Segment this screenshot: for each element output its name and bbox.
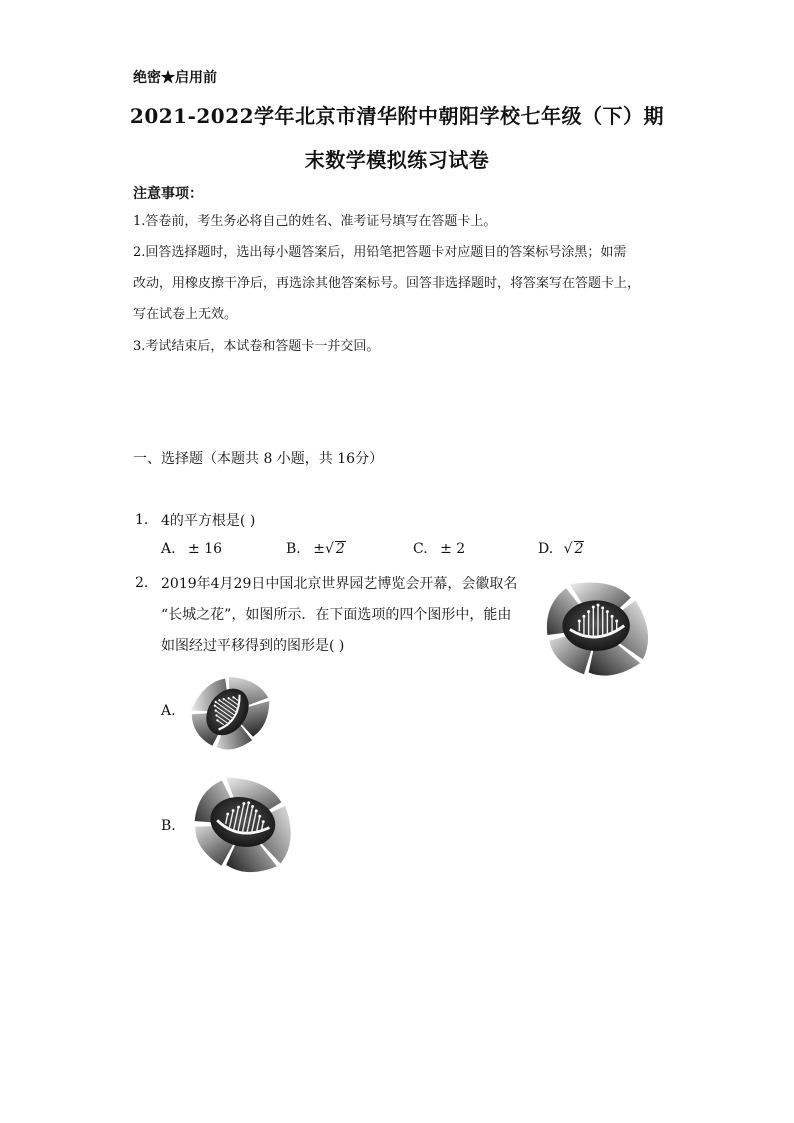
q1-text: 4的平方根是( ) — [161, 513, 256, 529]
q2-line-1: 2019年4月29日中国北京世界园艺博览会开幕，会徽取名 — [161, 576, 518, 592]
q1-option-b — [286, 541, 346, 557]
section-heading: 一、选择题（本题共 8 小题，共 16分） — [133, 451, 384, 467]
q2-line-2: “长城之花”，如图所示．在下面选项的四个图形中，能由 — [161, 607, 512, 623]
page-title-line-1: 2021-2022学年北京市清华附中朝阳学校七年级（下）期 — [129, 104, 665, 128]
option-a-emblem-icon — [185, 667, 275, 757]
secret-label: 绝密★启用前 — [133, 70, 217, 86]
q2-option-a-letter: A. — [161, 703, 176, 719]
page-title-line-2: 末数学模拟练习试卷 — [304, 148, 490, 172]
notice-heading: 注意事项： — [133, 186, 203, 202]
q1-option-b-radicand: 2 — [335, 541, 345, 557]
notice-item-2-cont: 改动，用橡皮擦干净后，再选涂其他答案标号。回答非选择题时，将答案写在答题卡上， — [133, 276, 641, 291]
option-b-emblem-icon — [185, 773, 303, 877]
q1-option-b-prefix: ± — [313, 541, 325, 557]
q1-option-d-letter: D. — [538, 541, 554, 557]
q2-number: 2. — [135, 575, 149, 591]
sqrt-icon: √ — [563, 541, 573, 557]
q1-option-c-letter: C. — [413, 541, 428, 557]
q1-option-b-letter: B. — [286, 541, 301, 557]
q1-option-d-radicand: 2 — [574, 541, 584, 557]
q1-option-a — [161, 541, 222, 557]
q1-number: 1. — [135, 512, 149, 528]
notice-item-1: 1.答卷前，考生务必将自己的姓名、准考证号填写在答题卡上。 — [133, 214, 497, 229]
notice-item-2: 2.回答选择题时，选出每小题答案后，用铅笔把答题卡对应题目的答案标号涂黑；如需 — [133, 245, 627, 260]
sqrt-icon: √ — [324, 541, 334, 557]
q1-option-a-value: ± 16 — [188, 541, 223, 557]
flower-emblem-icon — [537, 577, 659, 680]
notice-item-3: 3.考试结束后，本试卷和答题卡一并交回。 — [133, 339, 380, 354]
q2-option-b-letter: B. — [161, 818, 176, 834]
q1-option-d — [538, 541, 584, 557]
q1-option-a-letter: A. — [161, 541, 176, 557]
q1-option-c — [413, 541, 465, 557]
q1-option-c-value: ± 2 — [440, 541, 466, 557]
q2-line-3: 如图经过平移得到的图形是( ) — [161, 638, 345, 654]
notice-item-2-end: 写在试卷上无效。 — [133, 307, 238, 322]
